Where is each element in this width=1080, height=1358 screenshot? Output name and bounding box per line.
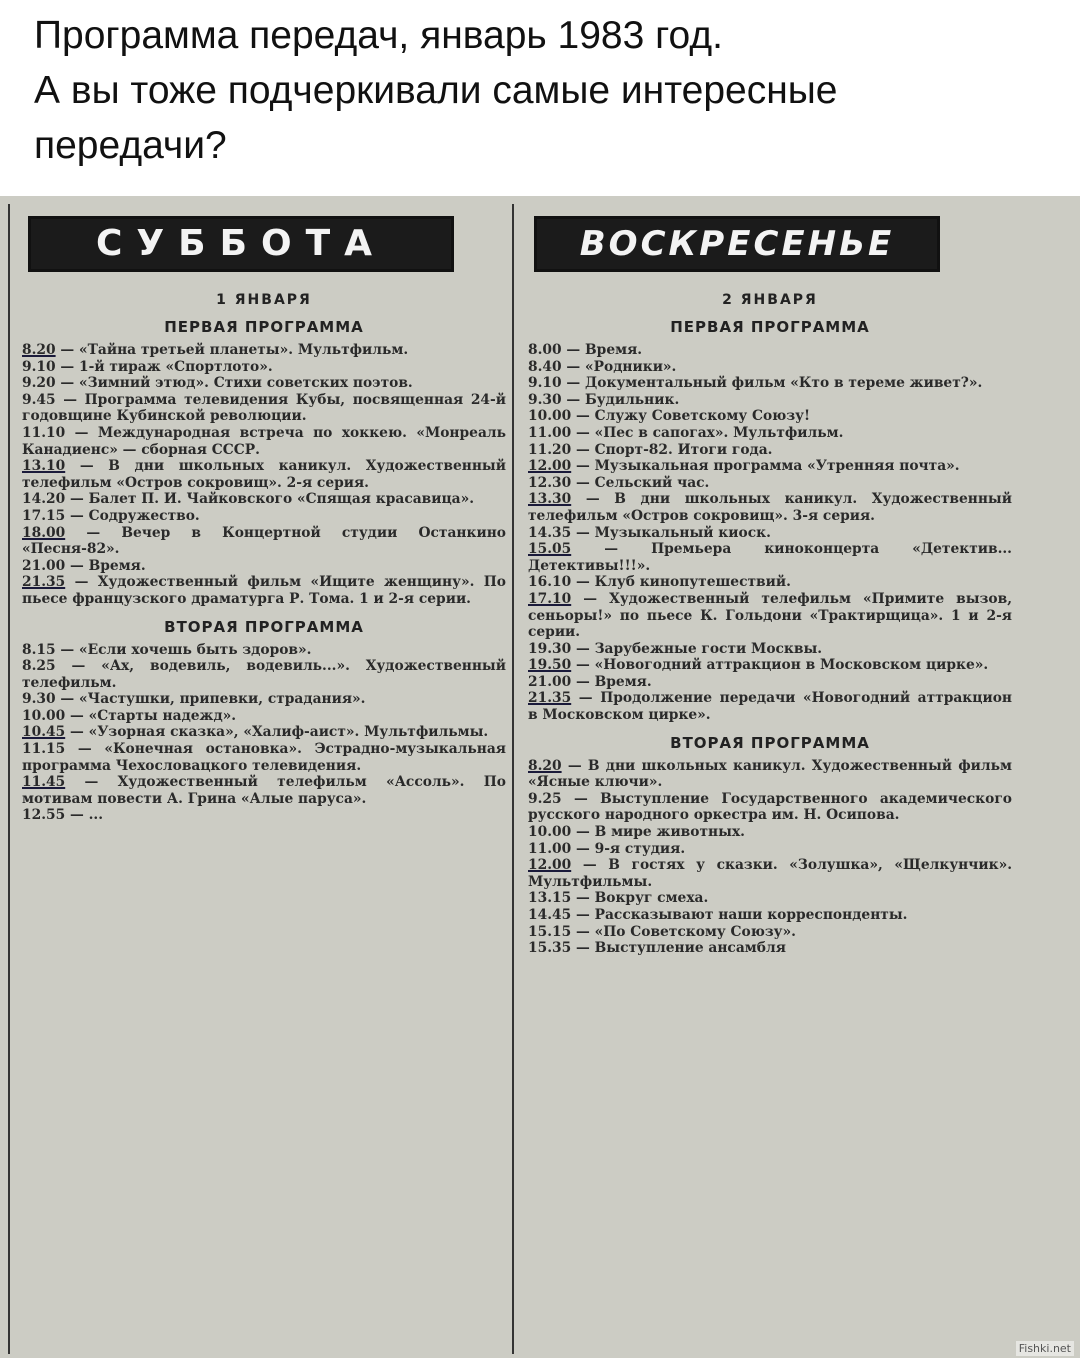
schedule-entry — [528, 359, 1012, 376]
schedule-entry — [22, 525, 506, 558]
schedule-time: 14.45 — [528, 907, 572, 923]
schedule-entry — [22, 741, 506, 774]
schedule-entry — [528, 375, 1012, 392]
schedule-time: 11.15 — [22, 741, 66, 758]
schedule-time: 21.35 — [22, 574, 66, 591]
schedule-time: 11.45 — [22, 774, 66, 791]
sunday-date: 2 ЯНВАРЯ — [722, 292, 818, 308]
schedule-description: — «Тайна третьей планеты». Мультфильм. — [55, 342, 409, 358]
schedule-entry — [22, 491, 506, 508]
sunday-second-program-list — [528, 758, 1012, 957]
schedule-entry — [22, 375, 506, 392]
saturday-first-program-title: ПЕРВАЯ ПРОГРАММА — [164, 318, 364, 336]
schedule-time: 13.30 — [528, 491, 572, 508]
newspaper-clipping — [0, 196, 1080, 1358]
schedule-description: — «Узорная сказка», «Халиф-аист». Мультфильмы. — [65, 724, 489, 741]
schedule-description: — Международная встреча по хоккею. «Монреаль Канадиенс» — сборная СССР. — [22, 424, 506, 458]
schedule-description: — Будильник. — [561, 391, 680, 408]
schedule-description: — Содружество. — [65, 507, 200, 524]
schedule-description: — В дни школьных каникул. Художественный фильм «Ясные ключи». — [528, 757, 1012, 791]
caption-line-1: Программа передач, январь 1983 год. — [34, 14, 723, 57]
schedule-description: — Художественный телефильм «Ассоль». По мотивам повести А. Грина «Алые паруса». — [22, 774, 506, 807]
schedule-entry — [528, 857, 1012, 890]
schedule-description: — В гостях у сказки. «Золушка», «Щелкунчик». Мультфильмы. — [528, 857, 1012, 890]
schedule-entry — [22, 724, 506, 741]
schedule-time: 10.45 — [22, 724, 66, 741]
sunday-second-program-title: ВТОРАЯ ПРОГРАММА — [670, 733, 870, 752]
schedule-time: 17.15 — [22, 507, 66, 524]
schedule-description: — «Старты надежд». — [65, 707, 237, 724]
sunday-column — [528, 216, 1012, 1356]
schedule-time: 13.15 — [528, 890, 572, 907]
saturday-second-program-title: ВТОРАЯ ПРОГРАММА — [164, 617, 364, 636]
schedule-time: 16.10 — [528, 574, 572, 591]
schedule-time: 15.05 — [528, 541, 572, 558]
schedule-entry — [528, 574, 1012, 591]
schedule-entry — [22, 642, 506, 659]
schedule-description: — Сельский час. — [571, 474, 710, 491]
schedule-description: — Время. — [571, 673, 652, 690]
schedule-description: — Выступление Государственного академического русского народного оркестра им. Н. Осипова. — [528, 790, 1012, 824]
schedule-entry — [528, 475, 1012, 492]
schedule-description: — «Конечная остановка». Эстрадно-музыкальная программа Чехословацкого телевидения. — [22, 741, 506, 774]
schedule-entry — [528, 924, 1012, 941]
saturday-second-program-list — [22, 642, 506, 825]
schedule-description: — Вечер в Концертной студии Останкино «Песня-82». — [22, 524, 506, 558]
schedule-entry — [528, 392, 1012, 409]
schedule-description: — Время. — [561, 342, 643, 358]
schedule-entry — [22, 342, 506, 359]
schedule-description: — «Ах, водевиль, водевиль...». Художественный телефильм. — [22, 658, 506, 691]
schedule-time: 21.00 — [528, 673, 572, 690]
schedule-entry — [22, 392, 506, 425]
schedule-entry — [22, 425, 506, 458]
schedule-time: 10.00 — [528, 824, 572, 841]
column-rule-left — [8, 204, 10, 1354]
schedule-time: 10.00 — [528, 408, 572, 425]
schedule-entry — [22, 359, 506, 376]
schedule-description: — Художественный телефильм «Примите вызов, сеньоры!» по пьесе К. Гольдони «Трактирщица». 1 и 2-я серии. — [528, 590, 1012, 641]
schedule-entry — [528, 342, 1012, 359]
schedule-description: — Время. — [65, 557, 146, 574]
schedule-time: 9.10 — [528, 375, 562, 392]
schedule-description: — Музыкальная программа «Утренняя почта». — [571, 458, 960, 475]
schedule-description: — Зарубежные гости Москвы. — [571, 640, 823, 657]
schedule-entry — [22, 574, 506, 607]
schedule-description: — «По Советскому Союзу». — [571, 923, 796, 940]
schedule-entry — [528, 591, 1012, 641]
schedule-entry — [22, 708, 506, 725]
schedule-description: — Музыкальный киоск. — [571, 524, 771, 541]
schedule-time: 11.10 — [22, 424, 66, 441]
schedule-time: 11.00 — [528, 424, 572, 441]
schedule-time: 8.25 — [22, 658, 56, 675]
schedule-time: 8.15 — [22, 641, 56, 658]
schedule-entry — [22, 558, 506, 575]
schedule-description: — Вокруг смеха. — [571, 890, 709, 907]
schedule-entry — [528, 442, 1012, 459]
column-rule-middle — [512, 204, 514, 1354]
schedule-time: 17.10 — [528, 590, 572, 607]
schedule-description: — Спорт-82. Итоги года. — [571, 441, 773, 458]
schedule-entry — [528, 425, 1012, 442]
schedule-entry — [528, 791, 1012, 824]
schedule-time: 9.25 — [528, 790, 562, 807]
schedule-time: 9.10 — [22, 358, 56, 375]
schedule-description: — В дни школьных каникул. Художественный телефильм «Остров сокровищ». 2-я серия. — [22, 458, 506, 491]
schedule-entry — [528, 674, 1012, 691]
schedule-entry — [528, 690, 1012, 723]
schedule-time: 8.20 — [528, 757, 562, 774]
schedule-description: — Премьера киноконцерта «Детектив... Детективы!!!». — [528, 541, 1012, 574]
saturday-first-program-list — [22, 342, 506, 608]
schedule-time: 21.00 — [22, 557, 66, 574]
schedule-description: — «Если хочешь быть здоров». — [55, 641, 312, 658]
saturday-banner: СУББОТА — [28, 216, 454, 272]
schedule-time: 12.00 — [528, 458, 572, 475]
schedule-entry — [528, 458, 1012, 475]
schedule-time: 9.30 — [22, 691, 56, 708]
schedule-entry — [22, 458, 506, 491]
schedule-entry — [528, 408, 1012, 425]
saturday-column — [22, 216, 506, 1356]
schedule-description: — «Зимний этюд». Стихи советских поэтов. — [55, 375, 413, 392]
schedule-description: — ... — [65, 807, 104, 824]
caption-line-2: А вы тоже подчеркивали самые интересные — [34, 69, 838, 112]
schedule-entry — [528, 525, 1012, 542]
schedule-time: 15.35 — [528, 940, 572, 957]
schedule-description: — 9-я студия. — [571, 840, 686, 857]
schedule-entry — [22, 774, 506, 807]
schedule-entry — [528, 641, 1012, 658]
schedule-entry — [528, 541, 1012, 574]
schedule-description: — «Пес в сапогах». Мультфильм. — [571, 424, 844, 441]
schedule-description: — Документальный фильм «Кто в тереме живет?». — [561, 375, 983, 392]
schedule-description: — Рассказывают наши корреспонденты. — [571, 907, 908, 923]
sunday-first-program-list — [528, 342, 1012, 724]
schedule-time: 9.20 — [22, 375, 56, 392]
schedule-entry — [528, 758, 1012, 791]
schedule-time: 19.50 — [528, 657, 572, 674]
schedule-time: 8.20 — [22, 342, 56, 358]
schedule-description: — Клуб кинопутешествий. — [571, 574, 791, 591]
schedule-time: 9.30 — [528, 391, 562, 408]
schedule-entry — [528, 907, 1012, 924]
schedule-description: — «Родники». — [561, 358, 677, 375]
schedule-description: — В мире животных. — [571, 824, 745, 841]
schedule-description: — Балет П. И. Чайковского «Спящая красавица». — [65, 491, 475, 508]
sunday-first-program-title: ПЕРВАЯ ПРОГРАММА — [670, 318, 870, 336]
schedule-description: — Продолжение передачи «Новогодний аттракцион в Московском цирке». — [528, 690, 1012, 724]
schedule-description: — В дни школьных каникул. Художественный телефильм «Остров сокровищ». 3-я серия. — [528, 491, 1012, 524]
schedule-time: 14.35 — [528, 524, 572, 541]
schedule-time: 11.00 — [528, 840, 572, 857]
schedule-entry — [22, 691, 506, 708]
schedule-entry — [528, 841, 1012, 858]
caption-line-3: передачи? — [34, 124, 227, 167]
schedule-time: 9.45 — [22, 391, 56, 408]
schedule-description: — «Новогодний аттракцион в Московском цирке». — [571, 657, 989, 674]
schedule-entry — [22, 508, 506, 525]
schedule-entry — [528, 940, 1012, 957]
sunday-banner: ВОСКРЕСЕНЬЕ — [534, 216, 940, 272]
post-caption — [34, 8, 1054, 173]
schedule-time: 21.35 — [528, 690, 572, 707]
schedule-description: — 1-й тираж «Спортлото». — [55, 358, 273, 375]
schedule-description: — Программа телевидения Кубы, посвященная 24-й годовщине Кубинской революции. — [22, 391, 506, 425]
schedule-time: 12.30 — [528, 474, 572, 491]
schedule-time: 12.00 — [528, 857, 572, 874]
schedule-entry — [528, 824, 1012, 841]
schedule-time: 10.00 — [22, 707, 66, 724]
schedule-time: 8.00 — [528, 342, 562, 358]
schedule-description: — Служу Советскому Союзу! — [571, 408, 811, 425]
saturday-date: 1 ЯНВАРЯ — [216, 292, 312, 308]
schedule-time: 14.20 — [22, 491, 66, 508]
schedule-entry — [528, 890, 1012, 907]
schedule-time: 19.30 — [528, 640, 572, 657]
schedule-entry — [528, 657, 1012, 674]
schedule-entry — [22, 807, 506, 824]
schedule-entry — [22, 658, 506, 691]
schedule-time: 11.20 — [528, 441, 572, 458]
schedule-time: 13.10 — [22, 458, 66, 475]
schedule-description: — Художественный фильм «Ищите женщину». По пьесе французского драматурга Р. Тома. 1 и 2-я серии. — [22, 574, 506, 607]
schedule-description: — «Частушки, припевки, страдания». — [55, 691, 366, 708]
watermark: Fishki.net — [1016, 1341, 1074, 1356]
schedule-entry — [528, 491, 1012, 524]
schedule-time: 12.55 — [22, 807, 66, 824]
schedule-time: 15.15 — [528, 923, 572, 940]
schedule-time: 18.00 — [22, 524, 66, 541]
schedule-description: — Выступление ансамбля — [571, 940, 786, 957]
schedule-time: 8.40 — [528, 358, 562, 375]
